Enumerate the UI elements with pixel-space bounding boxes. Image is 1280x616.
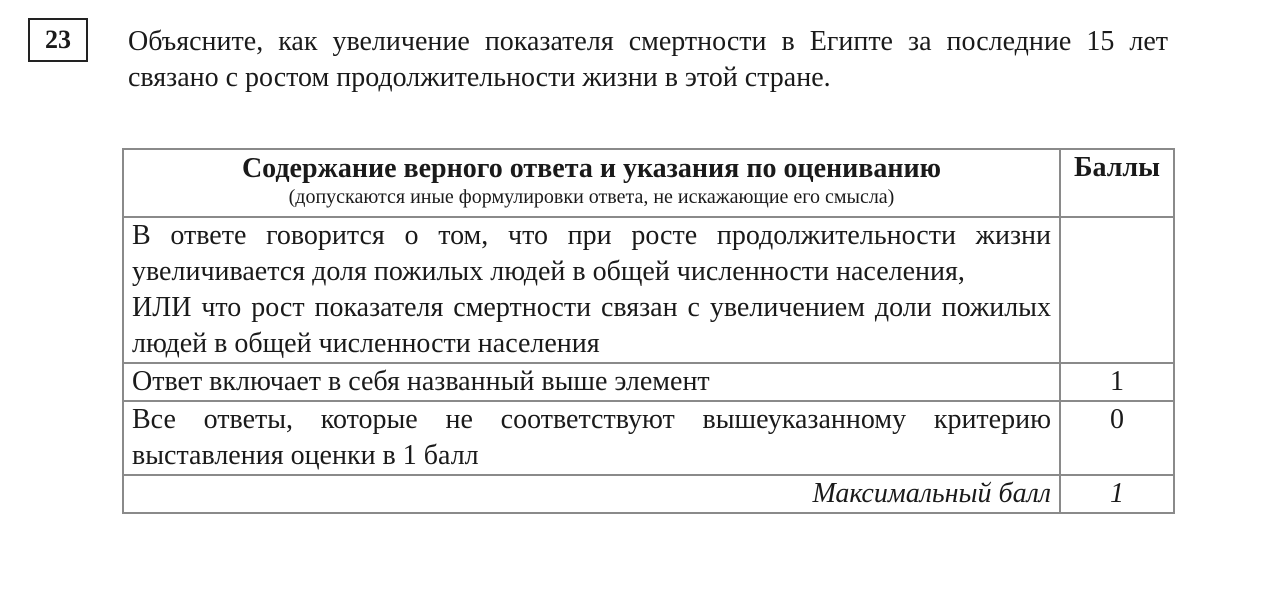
grading-table (122, 148, 1175, 514)
question-text: Объясните, как увеличение показателя смертности в Египте за последние 15 лет связано с ростом продолжительности жизни в этой стране. (128, 26, 1168, 93)
max-score-row (123, 475, 1174, 513)
max-score-value: 1 (1060, 475, 1174, 513)
answer-row (123, 217, 1174, 363)
answer-text-1: В ответе говорится о том, что при росте продолжительности жизни увеличивается доля пожилых людей в общей численности населения, (132, 220, 1051, 287)
answer-score-cell (1060, 217, 1174, 363)
answer-text-2: ИЛИ что рост показателя смертности связан с увеличением доли пожилых людей в общей численности населения (132, 292, 1051, 359)
task-number: 23 (45, 25, 71, 54)
header-content-title: Содержание верного ответа и указания по оцениванию (241, 153, 942, 184)
task-number-box (28, 18, 88, 62)
table-row (123, 401, 1174, 475)
max-score-label: Максимальный балл (123, 475, 1060, 513)
header-content-note: (допускаются иные формулировки ответа, не искажающие его смысла) (288, 186, 895, 208)
criterion-score: 0 (1060, 401, 1174, 475)
answer-cell (123, 217, 1060, 363)
table-header-row (123, 149, 1174, 217)
header-score-cell: Баллы (1060, 149, 1174, 217)
header-content-cell (123, 149, 1060, 217)
criterion-score: 1 (1060, 363, 1174, 401)
criterion-text: Все ответы, которые не соответствуют вышеуказанному критерию выставления оценки в 1 балл (123, 401, 1060, 475)
criterion-text: Ответ включает в себя названный выше элемент (123, 363, 1060, 401)
table-row (123, 363, 1174, 401)
